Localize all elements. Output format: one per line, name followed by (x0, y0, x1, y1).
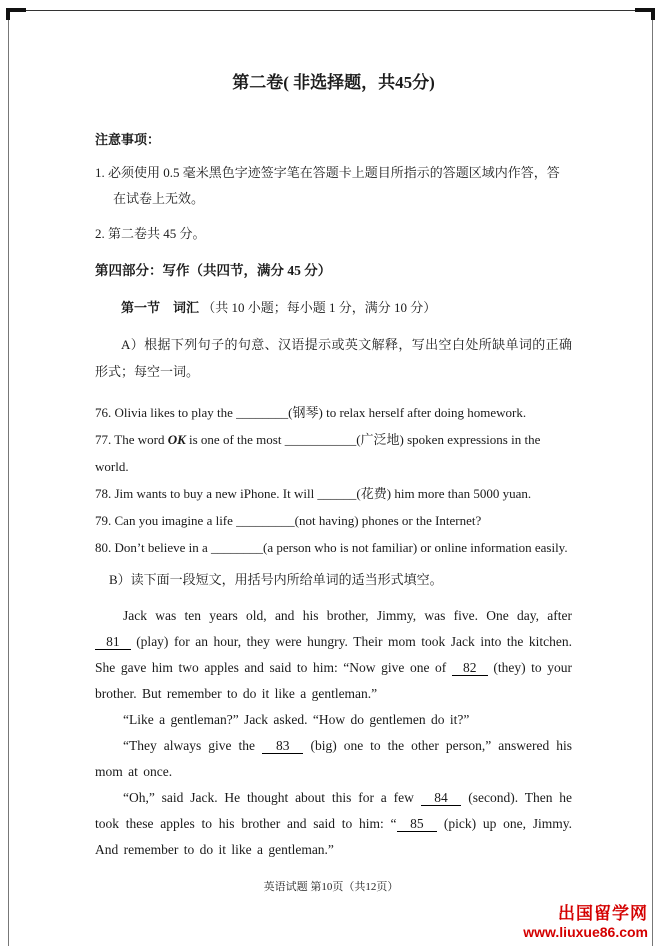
text-segment: (they) to your brother. But remember to do it like a gentleman.” (95, 660, 573, 702)
question-item (95, 426, 572, 480)
text-segment: “Oh,” said Jack. He thought about this for a few (123, 790, 421, 806)
page-content (95, 70, 572, 863)
text-segment: (second). Then he took these apples to his brother and said to him: “ (95, 790, 573, 832)
story (95, 603, 572, 863)
watermark-url: www.liuxue86.com (523, 924, 648, 940)
notice-item: 1. 必须使用 0.5 毫米黑色字迹签字笔在答题卡上题目所指示的答题区域内作答，答在试卷上无效。 (95, 165, 560, 207)
watermark (523, 899, 648, 940)
notice-list (95, 160, 572, 247)
section1-heading-bold: 第一节 词汇 (121, 300, 200, 316)
page-footer: 英语试题 第10页（共12页） (263, 881, 399, 893)
watermark-site-name: 出国留学网 (558, 904, 648, 923)
question-list (95, 399, 572, 561)
text-segment: (play) for an hour, they were hungry. Their mom took Jack into the kitchen. She gave him two apples and said to him: “Now give one of (95, 634, 573, 676)
text-segment: “They always give the (123, 738, 262, 754)
text-segment: Olivia likes to play the ________(钢琴) to relax herself after doing homework. (114, 405, 527, 421)
story-paragraph (95, 733, 572, 785)
text-segment: (pick) up one, Jimmy. And remember to do it like a gentleman.” (95, 816, 573, 858)
text-segment: Jack was ten years old, and his brother, Jimmy, was five. One day, after (123, 608, 572, 624)
text-segment: The word (114, 432, 168, 448)
emphasized-word: OK (167, 432, 186, 448)
text-segment: “Like a gentleman?” Jack asked. “How do gentlemen do it?” (123, 712, 470, 728)
instruction-a: A）根据下列句子的句意、汉语提示或英文解释，写出空白处所缺单词的正确形式；每空一词。 (95, 336, 572, 379)
text-segment: Don’t believe in a ________(a person who is not familiar) or online information easily. (114, 540, 568, 556)
corner-mark-top-left-v (6, 8, 10, 20)
story-paragraph (95, 603, 572, 707)
blank-field: 82 (451, 660, 488, 676)
section1-heading-rest: （共 10 小题；每小题 1 分，满分 10 分） (202, 300, 437, 316)
text-segment: Can you imagine a life _________(not having) phones or the Internet? (114, 513, 482, 529)
question-item (95, 480, 572, 507)
part4-heading: 第四部分：写作（共四节，满分 45 分） (95, 263, 332, 279)
question-item (95, 534, 572, 561)
text-segment: is one of the most ___________(广泛地) spoken expressions in the world. (95, 432, 541, 475)
blank-field: 85 (396, 816, 438, 832)
question-number: 77. (95, 432, 115, 448)
instruction-b: B）读下面一段短文，用括号内所给单词的适当形式填空。 (109, 572, 443, 588)
page-title: 第二卷( 非选择题，共45分) (232, 73, 435, 92)
text-segment: (big) one to the other person,” answered his mom at once. (95, 738, 572, 780)
question-item (95, 399, 572, 426)
story-paragraph (95, 785, 572, 863)
question-number: 80. (95, 540, 115, 556)
question-number: 78. (95, 486, 115, 502)
question-item (95, 507, 572, 534)
section1-heading (95, 298, 572, 318)
blank-field: 81 (95, 634, 131, 650)
corner-mark-top-right-v (651, 8, 655, 20)
blank-field: 84 (420, 790, 462, 806)
blank-field: 83 (261, 738, 304, 754)
story-paragraph (95, 707, 572, 733)
notice-item: 2. 第二卷共 45 分。 (95, 226, 206, 242)
question-number: 76. (95, 405, 115, 421)
question-number: 79. (95, 513, 115, 529)
text-segment: Jim wants to buy a new iPhone. It will ______(花费) him more than 5000 yuan. (114, 486, 532, 502)
notice-heading: 注意事项： (95, 132, 161, 148)
